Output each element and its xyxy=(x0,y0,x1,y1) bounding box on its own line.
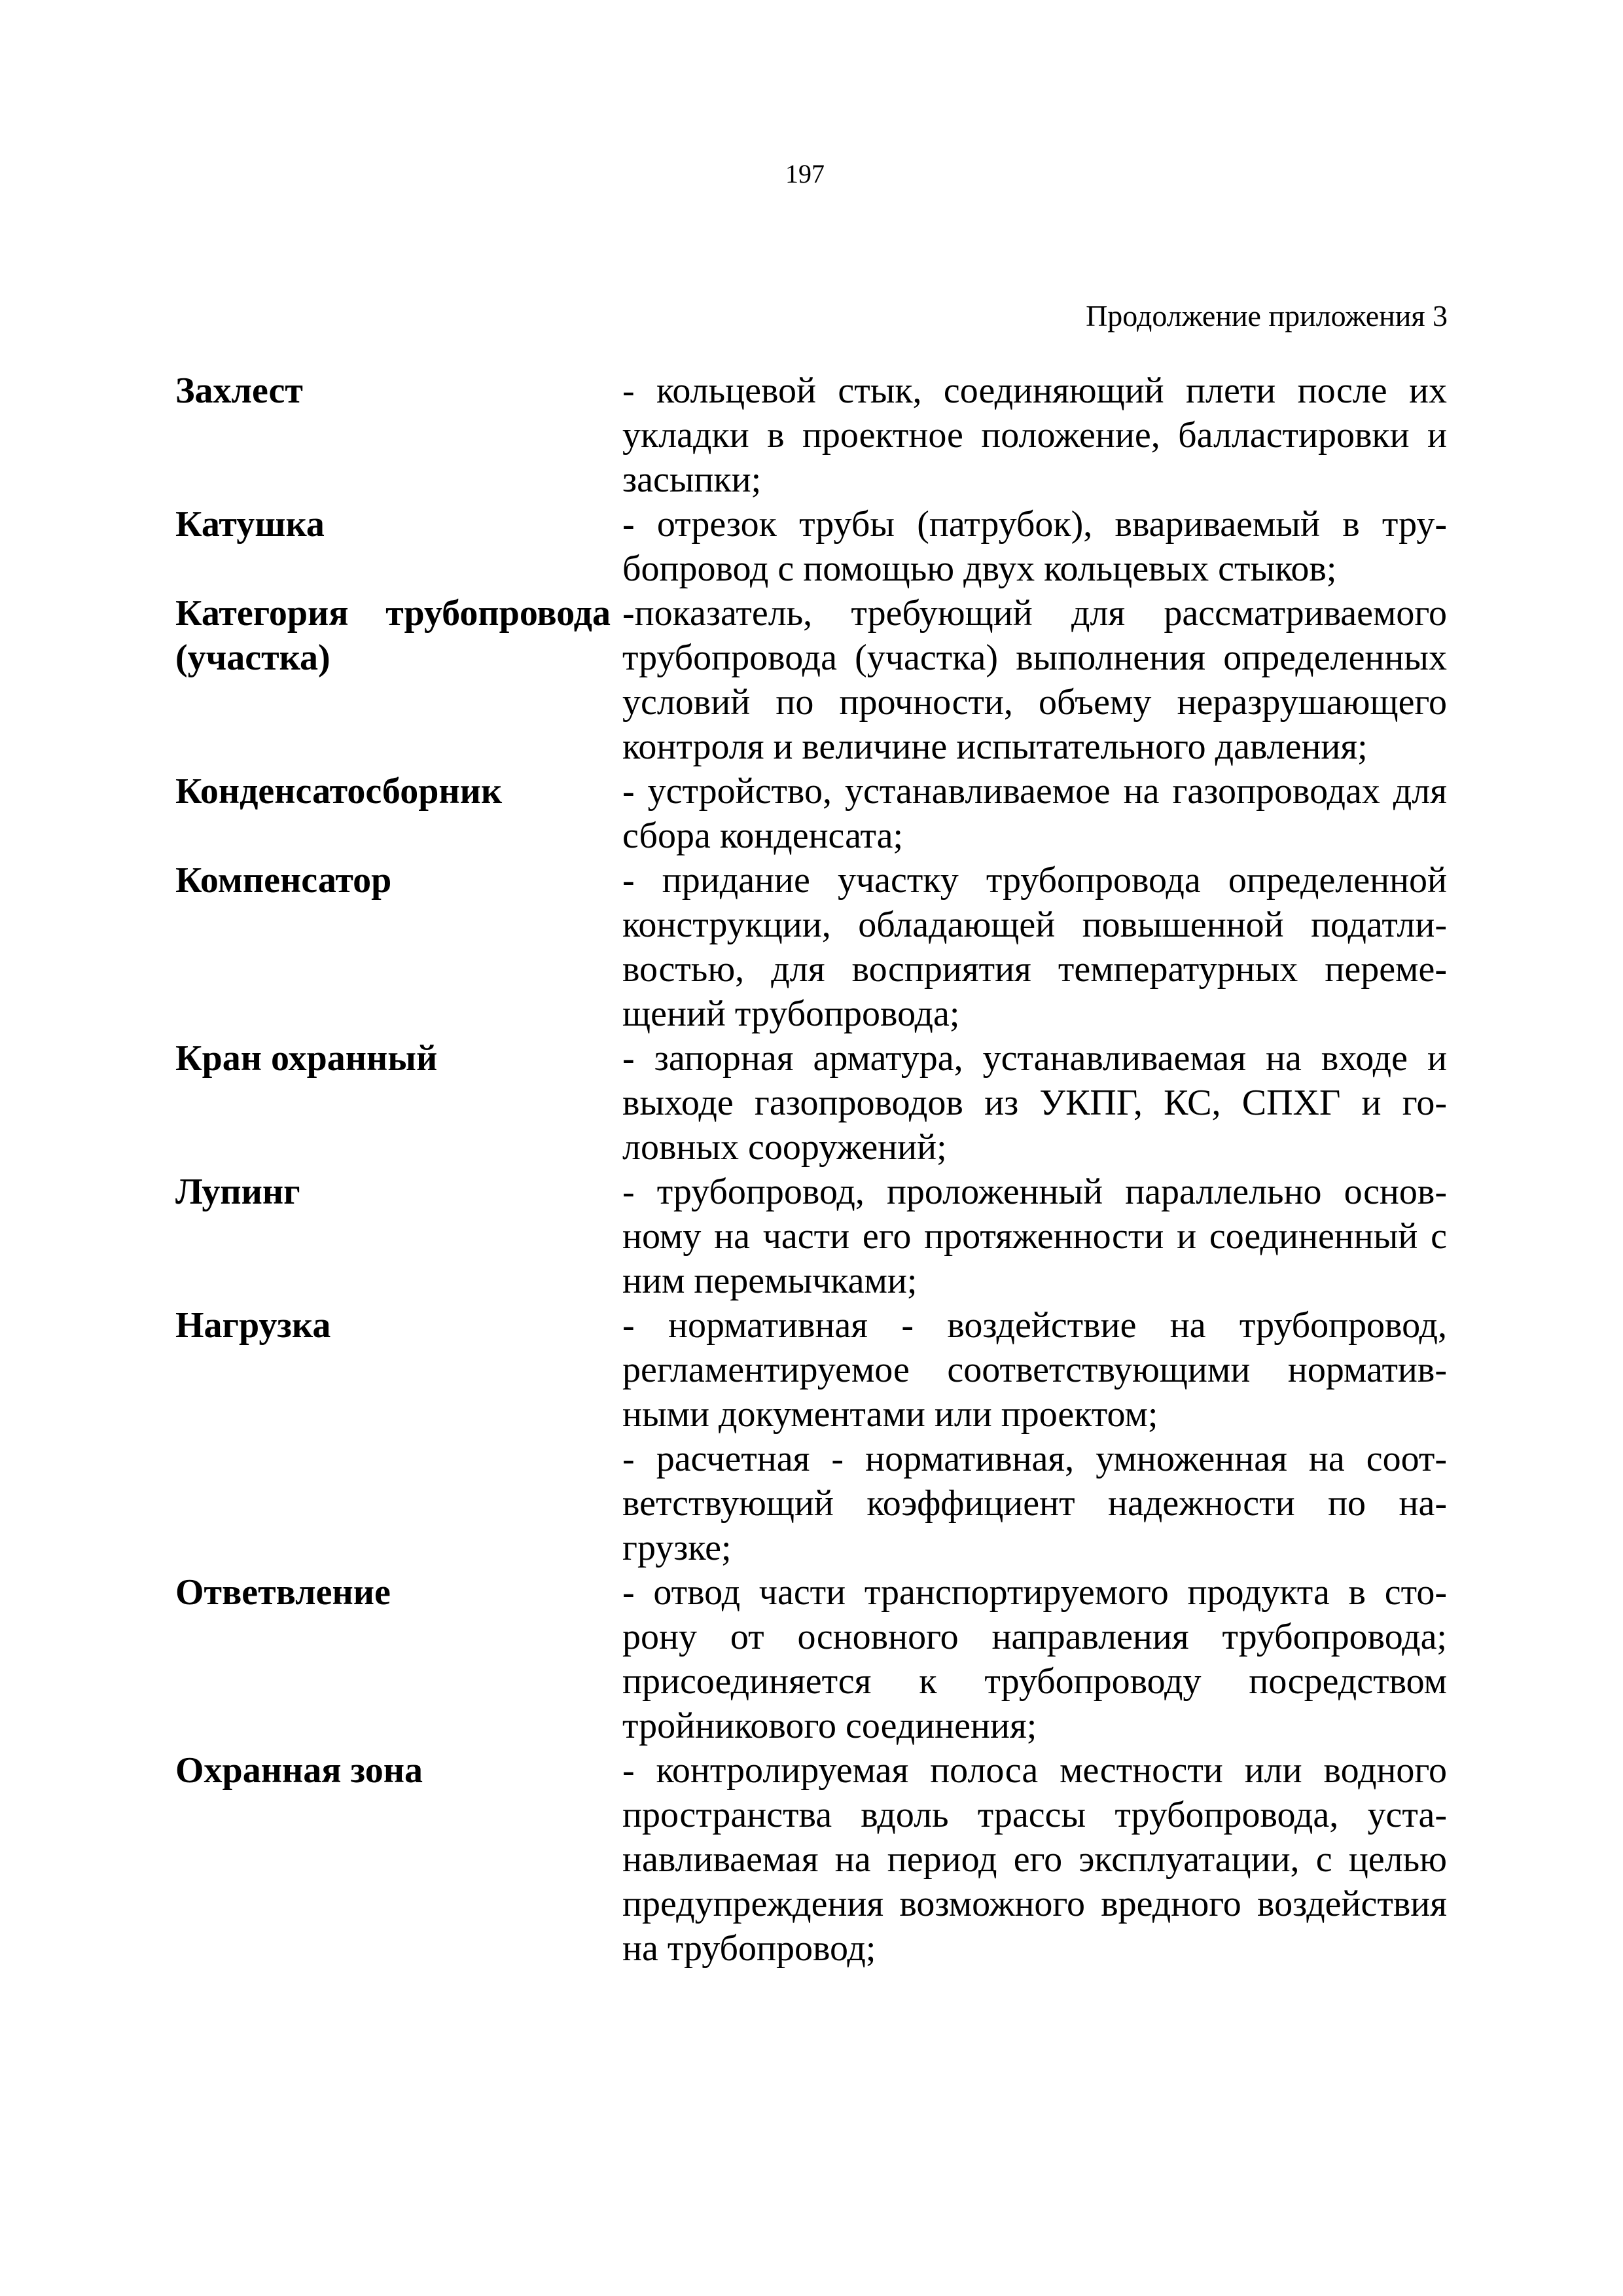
glossary-entry xyxy=(175,1570,1448,1748)
glossary-term: Катушка xyxy=(175,504,325,545)
glossary-definition: -показатель, требующий для рассматриваемого трубопровода (участка) выполнения определенных условий по прочности, объему неразрушающего контроля и величине испытательного давления; xyxy=(622,593,1447,767)
glossary-definitions xyxy=(622,1036,1447,1170)
glossary-entry xyxy=(175,1303,1448,1570)
glossary-definitions xyxy=(622,368,1447,502)
glossary-entry xyxy=(175,1748,1448,1971)
glossary-term: Лупинг xyxy=(175,1172,300,1212)
glossary-term: Нагрузка xyxy=(175,1305,331,1346)
glossary-term: Компенсатор xyxy=(175,860,392,901)
glossary-definition: - запорная арматура, устанавливаемая на входе и выходе газопроводов из УКПГ, КС, СПХГ и головных сооружений; xyxy=(622,1038,1447,1168)
glossary-definitions xyxy=(622,858,1447,1036)
glossary-term: Ответвление xyxy=(175,1572,391,1613)
glossary-entry xyxy=(175,1036,1448,1170)
glossary-definitions xyxy=(622,1570,1447,1748)
glossary-entry xyxy=(175,368,1448,502)
glossary-definition: - контролируемая полоса местности или водного пространства вдоль трассы трубопровода, устанавливаемая на период его эксплуатации, с целью предупреждения возможного вредного воздействия на трубопровод; xyxy=(622,1750,1447,1969)
glossary-entry xyxy=(175,1170,1448,1303)
glossary-entry xyxy=(175,858,1448,1036)
glossary-definition: - придание участку трубопровода определенной конструкции, обладающей повышенной податливостью, для восприятия температурных перемещений трубопровода; xyxy=(622,860,1447,1034)
glossary-entry xyxy=(175,769,1448,858)
glossary-entry xyxy=(175,591,1448,769)
glossary-definitions xyxy=(622,1303,1447,1570)
glossary-definitions xyxy=(622,769,1447,858)
glossary-definition: - трубопровод, проложенный параллельно основному на части его протяженности и соединенный с ним перемычками; xyxy=(622,1172,1447,1301)
glossary-definitions xyxy=(622,1170,1447,1303)
glossary-definition: - расчетная - нормативная, умноженная на соответствующий коэффициент надежности по нагрузке; xyxy=(622,1439,1447,1568)
glossary-definition: - устройство, устанавливаемое на газопроводах для сбора конденсата; xyxy=(622,771,1447,856)
glossary-definition: - отрезок трубы (патрубок), ввариваемый в трубопровод с помощью двух кольцевых стыков; xyxy=(622,504,1447,589)
appendix-continuation-note: Продолжение приложения 3 xyxy=(1086,299,1448,332)
glossary-term: Конденсатосборник xyxy=(175,771,503,812)
glossary-term: Захлест xyxy=(175,370,303,411)
glossary-entry xyxy=(175,502,1448,591)
glossary-definitions xyxy=(622,502,1447,591)
glossary xyxy=(175,368,1448,1971)
page-number: 197 xyxy=(785,159,825,188)
glossary-definition: - кольцевой стык, соединяющий плети после их укладки в проектное положение, балластировки и засыпки; xyxy=(622,370,1447,500)
glossary-term: Категория трубопровода (участка) xyxy=(175,593,611,678)
glossary-definitions xyxy=(622,1748,1447,1971)
glossary-definitions xyxy=(622,591,1447,769)
glossary-term: Кран охранный xyxy=(175,1038,438,1079)
glossary-definition: - нормативная - воздействие на трубопровод, регламентируемое соответствующими нормативными документами или проектом; xyxy=(622,1305,1447,1435)
glossary-definition: - отвод части транспортируемого продукта в сторону от основного направления трубопровода; присоединяется к трубопроводу посредством тройникового соединения; xyxy=(622,1572,1447,1746)
glossary-term: Охранная зона xyxy=(175,1750,423,1791)
